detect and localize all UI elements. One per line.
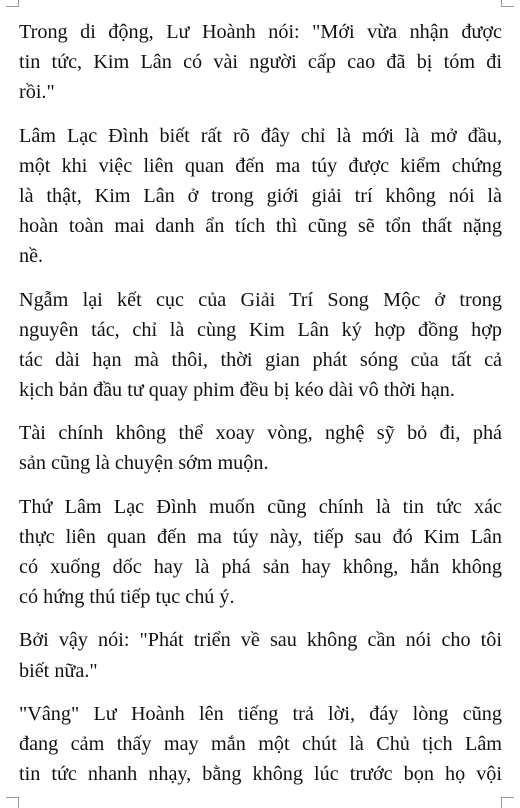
text-line: Ngẫm lại kết cục của Giải Trí Song Mộc ở trong	[19, 288, 502, 311]
text-line: "Vâng" Lư Hoành lên tiếng trả lời, đáy lòng cũng	[19, 702, 502, 725]
paragraph	[19, 121, 502, 272]
text-line: Thứ Lâm Lạc Đình muốn cũng chính là tin tức xác	[19, 495, 502, 518]
text-line: đang cảm thấy may mắn một chút là Chủ tịch Lâm	[19, 732, 502, 755]
text-line: sản cũng là chuyện sớm muộn.	[19, 452, 269, 475]
crop-mark-top-right	[501, 0, 514, 7]
text-line: kịch bản đầu tư quay phim đều bị kéo dài vô thời hạn.	[19, 379, 455, 402]
text-line: Bởi vậy nói: "Phát triển về sau không cần nói cho tôi	[19, 629, 502, 652]
text-line: một khi việc liên quan đến ma túy được kiểm chứng	[19, 154, 502, 177]
text-line: tin tức, Kim Lân có vài người cấp cao đã bị tóm đi	[19, 51, 502, 74]
text-line: Lâm Lạc Đình biết rất rõ đây chỉ là mới là mở đầu,	[19, 124, 502, 147]
text-line: tin tức nhanh nhạy, bằng không lúc trước bọn họ vội	[19, 763, 502, 786]
text-line: Trong di động, Lư Hoành nói: "Mới vừa nhận được	[19, 21, 502, 43]
paragraph	[19, 285, 502, 406]
text-line: Tài chính không thể xoay vòng, nghệ sỹ bỏ đi, phá	[19, 422, 502, 445]
text-line: có xuống dốc hay là phá sản hay không, hắn không	[19, 556, 502, 578]
text-line: tác dài hạn mà thôi, thời gian phát sóng của tất cả	[19, 348, 502, 371]
paragraph	[19, 699, 502, 790]
text-line: biết nữa."	[19, 659, 98, 682]
text-line: thực liên quan đến ma túy này, tiếp sau đó Kim Lân	[19, 525, 502, 548]
paragraph	[19, 625, 502, 685]
crop-mark-bottom-right	[501, 797, 514, 808]
paragraph	[19, 418, 502, 478]
text-line: rồi."	[19, 81, 55, 104]
paragraph	[19, 17, 502, 108]
document-body	[19, 17, 502, 789]
crop-mark-bottom-left	[6, 797, 19, 808]
text-line: nguyên tác, chỉ là cùng Kim Lân ký hợp đồng hợp	[19, 318, 502, 341]
crop-mark-top-left	[6, 0, 19, 7]
text-line: có hứng thú tiếp tục chú ý.	[19, 586, 235, 609]
text-line: là thật, Kim Lân ở trong giới giải trí không nói là	[19, 184, 502, 207]
text-line: hoàn toàn mai danh ẩn tích thì cũng sẽ tổn thất nặng	[19, 215, 502, 238]
text-line: nề.	[19, 245, 44, 268]
paragraph	[19, 492, 502, 613]
